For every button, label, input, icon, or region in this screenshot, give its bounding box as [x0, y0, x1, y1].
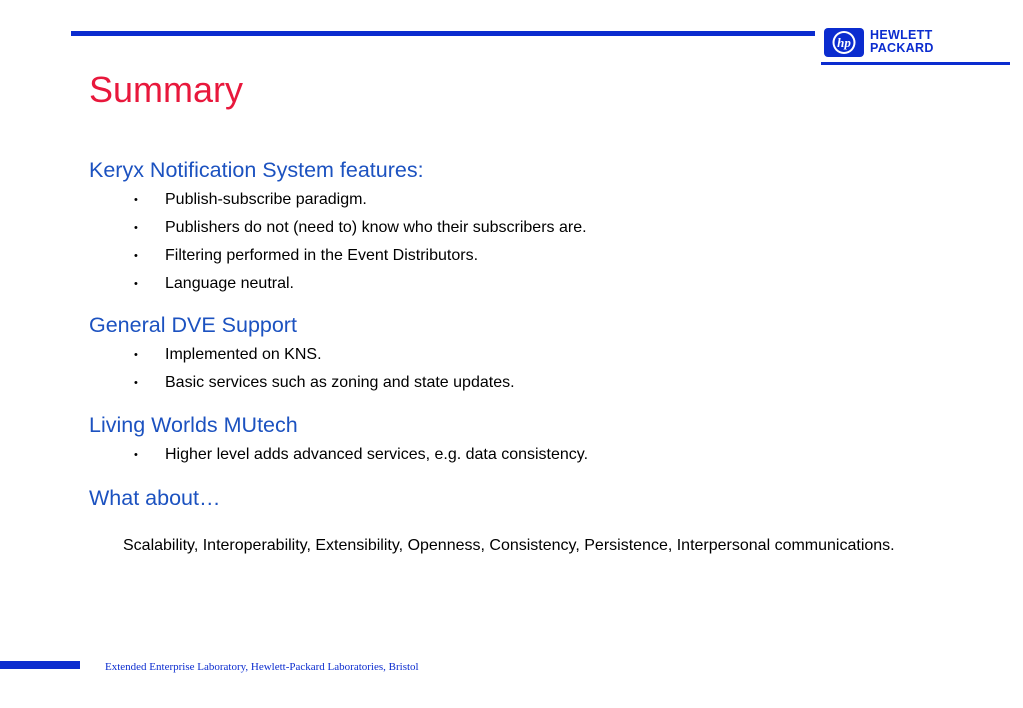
- what-about-paragraph: Scalability, Interoperability, Extensibility, Openness, Consistency, Persistence, Interpersonal communications.: [123, 537, 895, 554]
- hp-logo-icon: [824, 28, 864, 57]
- hp-logo: [824, 27, 934, 57]
- bullet-icon: •: [134, 377, 138, 389]
- list-item-text: Filtering performed in the Event Distributors.: [165, 247, 479, 264]
- logo-rule: [821, 62, 1010, 65]
- hp-wordmark-line2: PACKARD: [870, 41, 934, 55]
- section-heading-living-worlds: Living Worlds MUtech: [89, 413, 298, 437]
- section-heading-dve: General DVE Support: [89, 313, 297, 337]
- list-item-text: Implemented on KNS.: [165, 346, 322, 363]
- section-heading-what-about: What about…: [89, 486, 221, 510]
- bullet-icon: •: [134, 194, 138, 206]
- list-item-text: Language neutral.: [165, 275, 294, 292]
- list-item-text: Basic services such as zoning and state updates.: [165, 374, 515, 391]
- bullet-icon: •: [134, 250, 138, 262]
- slide-title: Summary: [89, 69, 244, 110]
- footer-text: Extended Enterprise Laboratory, Hewlett-Packard Laboratories, Bristol: [105, 661, 419, 673]
- hp-logo-mark: hp: [837, 34, 851, 50]
- list-item-text: Higher level adds advanced services, e.g. data consistency.: [165, 446, 589, 463]
- hp-wordmark-line1: HEWLETT: [870, 28, 933, 42]
- bullet-icon: •: [134, 449, 138, 461]
- bullet-icon: •: [134, 349, 138, 361]
- footer-bar: [0, 661, 80, 669]
- list-item-text: Publish-subscribe paradigm.: [165, 191, 367, 208]
- section-heading-keryx: Keryx Notification System features:: [89, 158, 424, 182]
- hp-wordmark: [870, 29, 934, 55]
- bullet-icon: •: [134, 222, 138, 234]
- list-item-text: Publishers do not (need to) know who their subscribers are.: [165, 219, 587, 236]
- bullet-icon: •: [134, 278, 138, 290]
- header-rule: [71, 31, 815, 36]
